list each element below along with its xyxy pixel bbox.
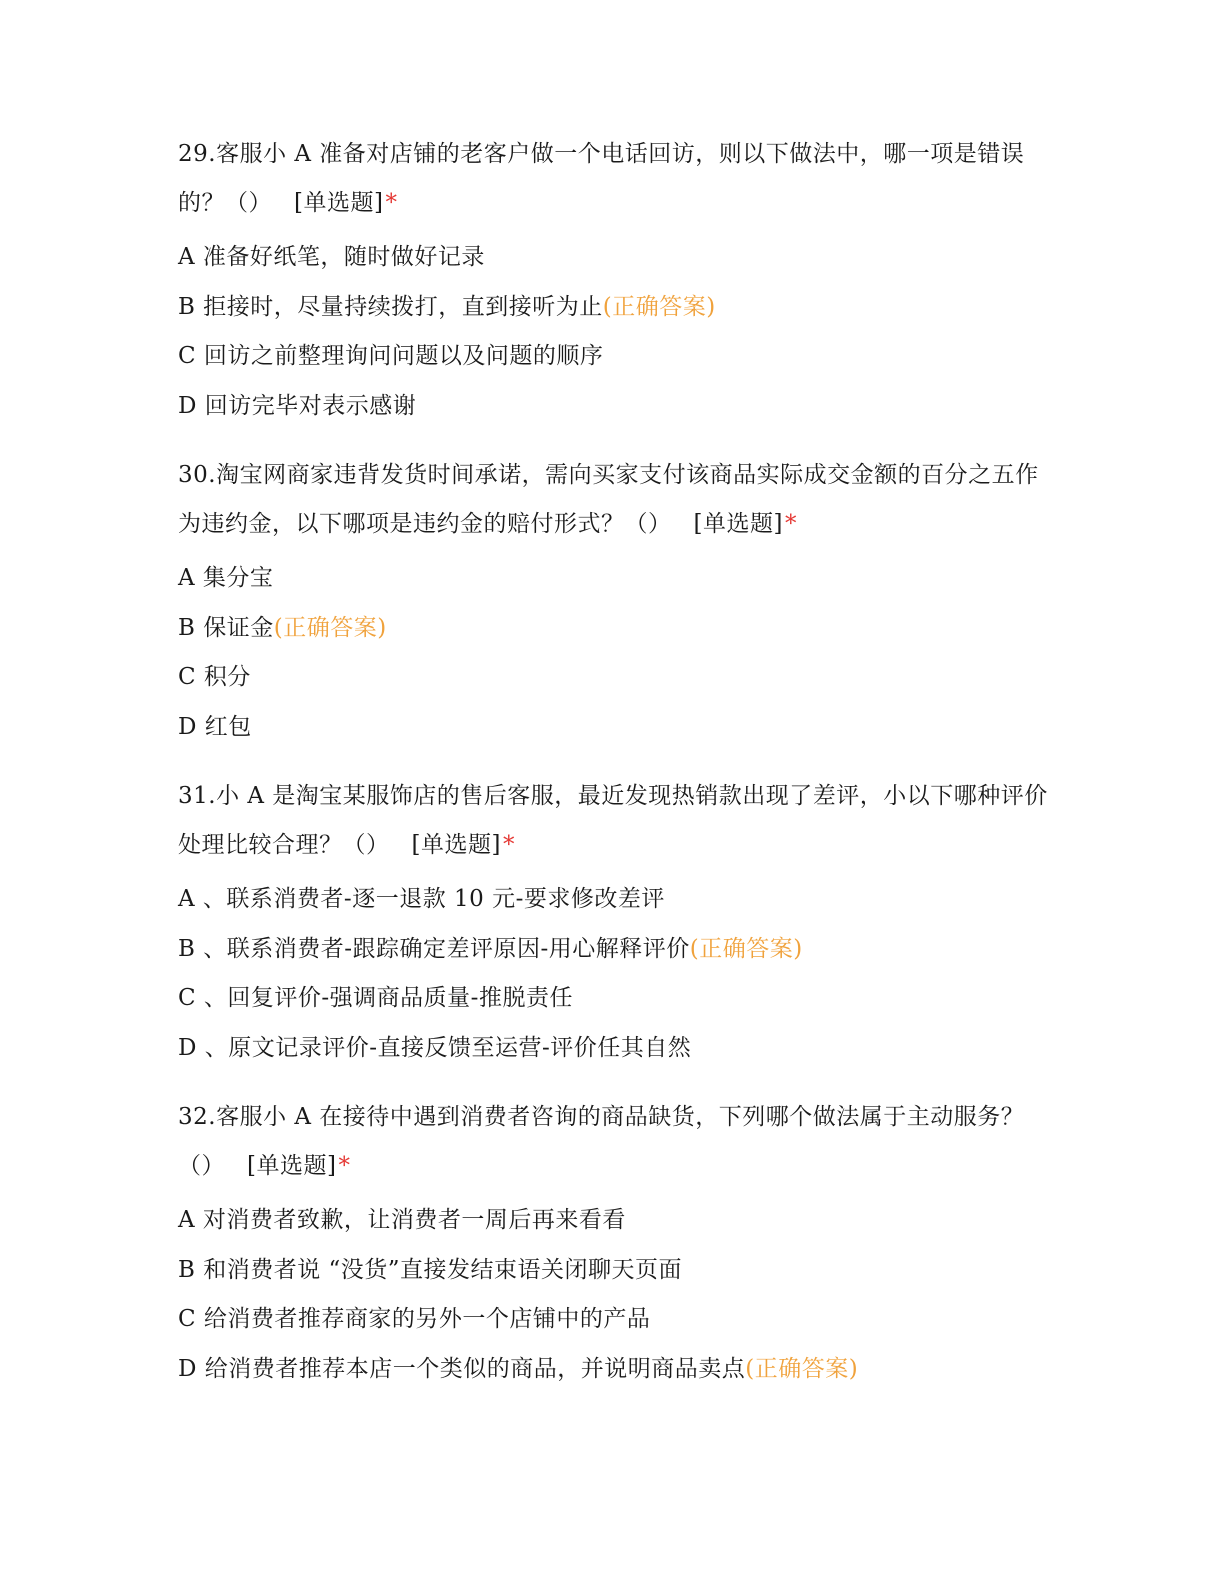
correct-answer-mark: (正确答案) (689, 935, 803, 962)
question-type-label: [单选题] (693, 511, 783, 537)
correct-answer-mark: (正确答案) (273, 614, 387, 641)
question-spacer (178, 1073, 1048, 1093)
question-type-label: [单选题] (411, 832, 501, 858)
option-text: B 和消费者说 “没货”直接发结束语关闭聊天页面 (178, 1256, 683, 1283)
option-d[interactable] (178, 1024, 1048, 1074)
question-text: 29.客服小 A 准备对店铺的老客户做一个电话回访，则以下做法中，哪一项是错误的？（） (178, 141, 1025, 216)
option-text: C 、回复评价-强调商品质量-推脱责任 (178, 985, 573, 1011)
option-a[interactable] (178, 1196, 1048, 1246)
option-d[interactable] (178, 703, 1048, 753)
option-c[interactable] (178, 974, 1048, 1024)
option-c[interactable] (178, 653, 1048, 703)
question-spacer (178, 752, 1048, 772)
option-text: A 、联系消费者-逐一退款 10 元-要求修改差评 (178, 886, 665, 912)
option-text: C 回访之前整理询问问题以及问题的顺序 (178, 343, 604, 369)
question-type-label: [单选题] (294, 190, 384, 216)
question-text: 30.淘宝网商家违背发货时间承诺，需向买家支付该商品实际成交金额的百分之五作为违约金，以下哪项是违约金的赔付形式？（） (178, 462, 1039, 537)
question-type-label: [单选题] (247, 1153, 337, 1179)
required-mark: * (502, 832, 515, 858)
question-30 (178, 451, 1048, 752)
option-text: D 、原文记录评价-直接反馈至运营-评价任其自然 (178, 1034, 692, 1061)
option-text: A 集分宝 (178, 565, 274, 591)
question-spacer (178, 431, 1048, 451)
option-text: D 回访完毕对表示感谢 (178, 392, 417, 419)
option-text: D 红包 (178, 713, 252, 740)
question-text: 31.小 A 是淘宝某服饰店的售后客服，最近发现热销款出现了差评，小以下哪种评价处理比较合理？（） (178, 783, 1048, 858)
option-b[interactable] (178, 925, 1048, 975)
question-text: 32.客服小 A 在接待中遇到消费者咨询的商品缺货，下列哪个做法属于主动服务？（） (178, 1104, 1025, 1179)
question-list (178, 130, 1048, 1394)
question-32 (178, 1093, 1048, 1394)
option-text: B 、联系消费者-跟踪确定差评原因-用心解释评价 (178, 935, 690, 962)
required-mark: * (385, 190, 398, 216)
question-stem (178, 772, 1048, 870)
option-d[interactable] (178, 1345, 1048, 1395)
option-text: A 准备好纸笔，随时做好记录 (178, 244, 485, 270)
option-text: B 拒接时，尽量持续拨打，直到接听为止 (178, 293, 603, 320)
correct-answer-mark: (正确答案) (602, 293, 716, 320)
option-b[interactable] (178, 283, 1048, 333)
option-a[interactable] (178, 233, 1048, 283)
option-text: C 给消费者推荐商家的另外一个店铺中的产品 (178, 1306, 651, 1332)
option-b[interactable] (178, 604, 1048, 654)
option-b[interactable] (178, 1246, 1048, 1296)
required-mark: * (784, 511, 797, 537)
question-29 (178, 130, 1048, 431)
option-c[interactable] (178, 332, 1048, 382)
question-stem (178, 451, 1048, 549)
correct-answer-mark: (正确答案) (745, 1355, 859, 1382)
option-text: B 保证金 (178, 614, 274, 641)
question-stem (178, 130, 1048, 228)
option-text: D 给消费者推荐本店一个类似的商品，并说明商品卖点 (178, 1355, 746, 1382)
option-a[interactable] (178, 554, 1048, 604)
question-stem (178, 1093, 1048, 1191)
option-text: C 积分 (178, 664, 251, 690)
option-d[interactable] (178, 382, 1048, 432)
required-mark: * (338, 1153, 351, 1179)
option-a[interactable] (178, 875, 1048, 925)
question-31 (178, 772, 1048, 1073)
option-c[interactable] (178, 1295, 1048, 1345)
option-text: A 对消费者致歉，让消费者一周后再来看看 (178, 1207, 626, 1233)
